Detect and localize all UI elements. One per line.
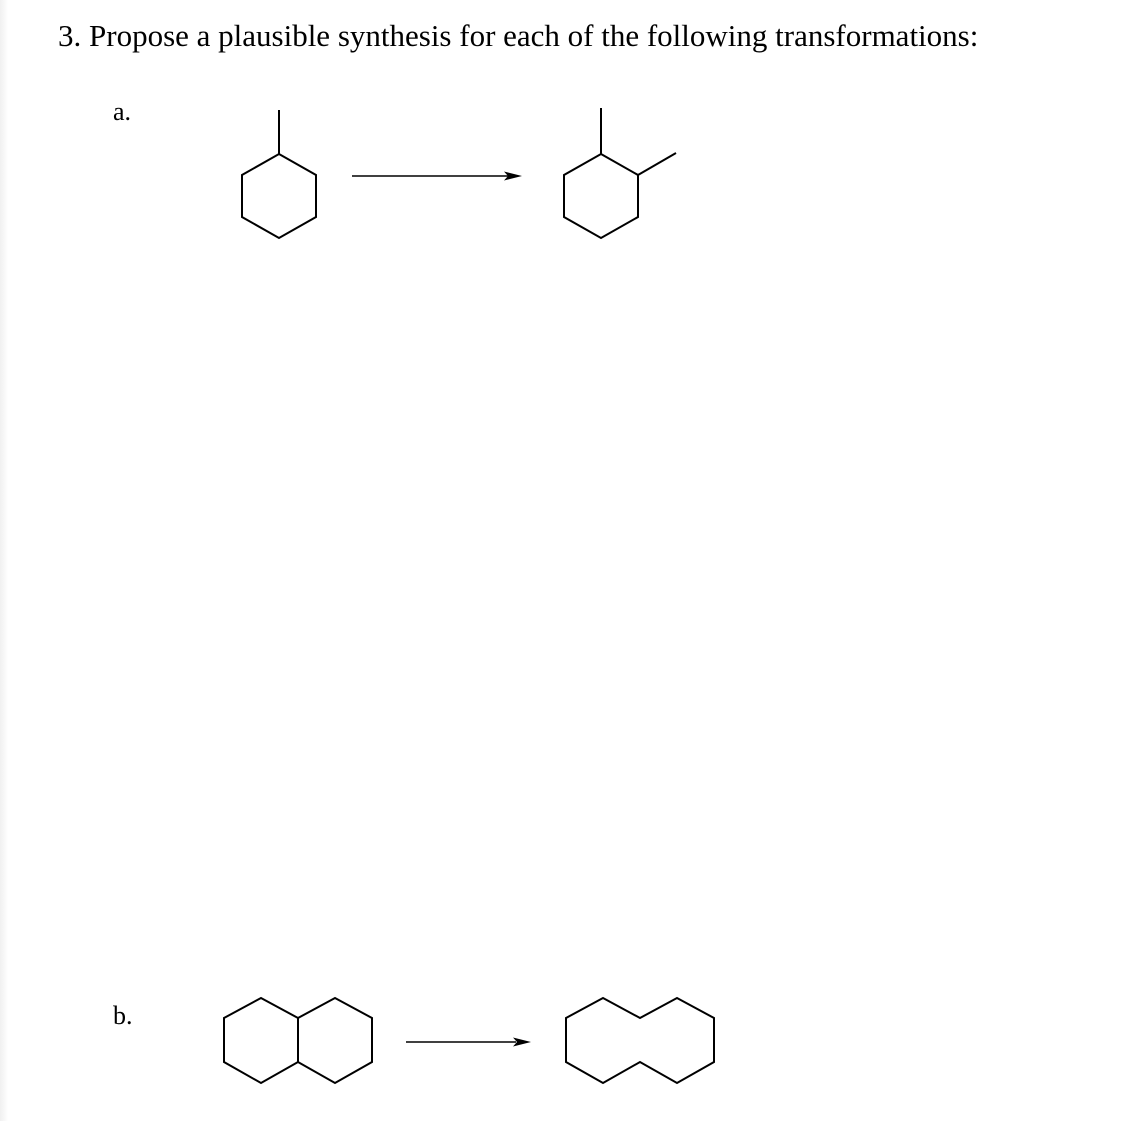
part-b-starting-material: [224, 998, 372, 1083]
part-a-reaction-arrow: [352, 172, 522, 181]
question-title: 3. Propose a plausible synthesis for each of the following transformations:: [58, 18, 979, 53]
cyclohexane-ring: [564, 154, 638, 238]
part-b-reaction-arrow: [406, 1038, 531, 1047]
part-a-label: a.: [113, 97, 132, 126]
part-a-starting-material: [242, 110, 316, 238]
cyclodecane-ring: [566, 998, 714, 1083]
part-b-product: [566, 998, 714, 1083]
part-b-label: b.: [113, 1001, 133, 1030]
part-a-product: [564, 108, 676, 238]
methyl-substituent-2: [638, 153, 676, 175]
cyclohexane-ring: [242, 154, 316, 238]
